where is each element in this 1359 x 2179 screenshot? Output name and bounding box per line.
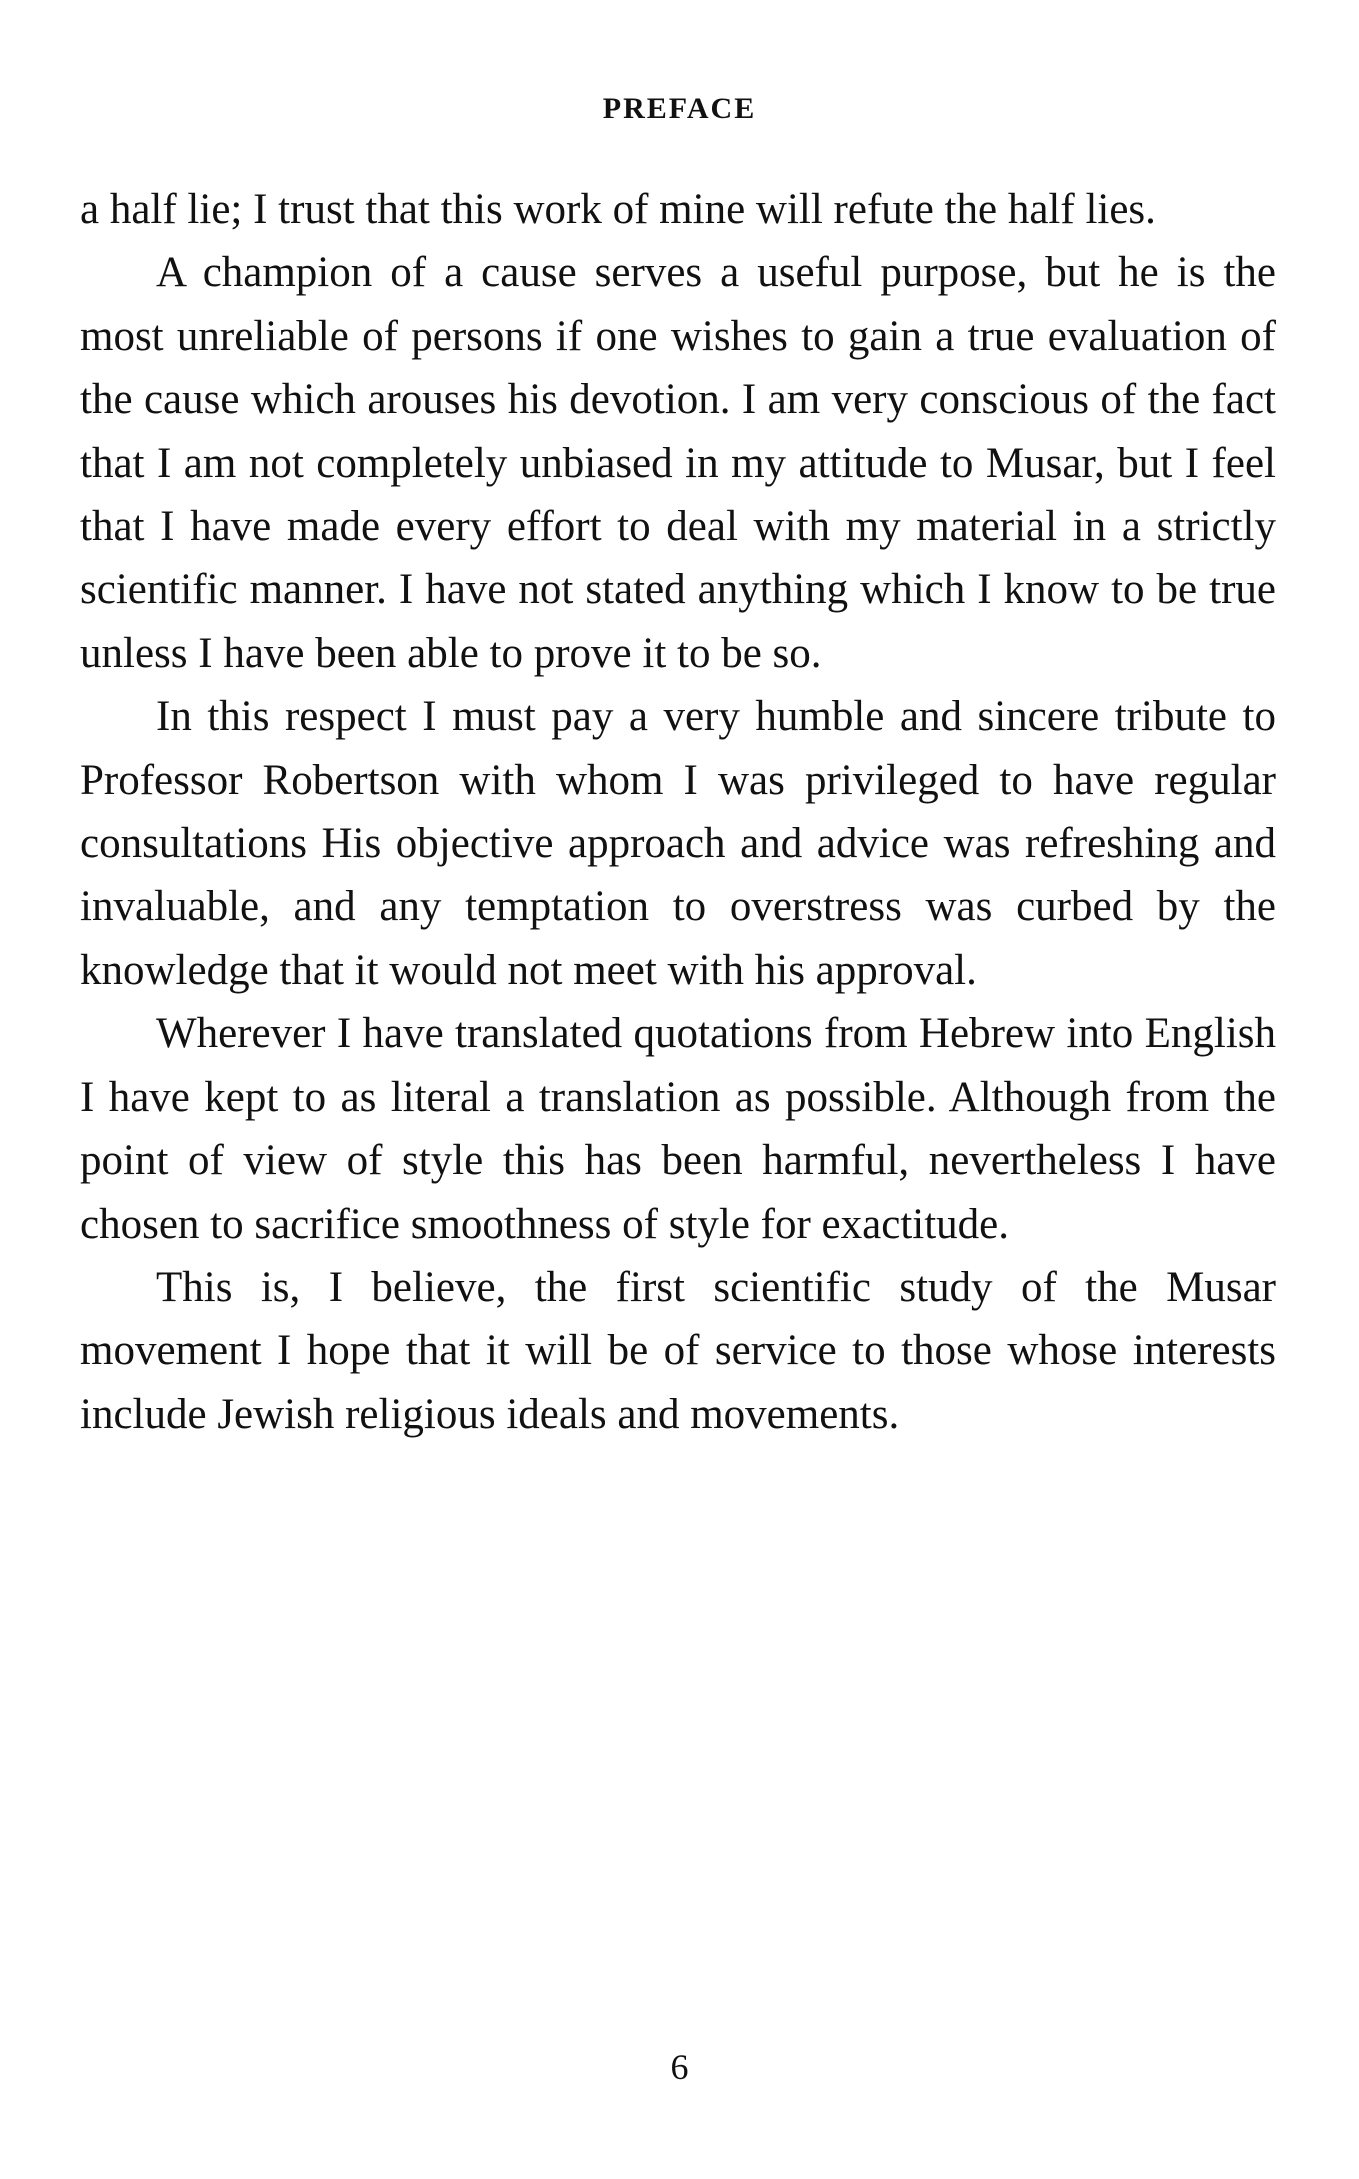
running-header: PREFACE	[602, 92, 757, 125]
paragraph-translation: Wherever I have translated quotations from Hebrew into English I have kept to as literal a translation as possible. Although from the point of view of style this has been harmful, nevertheless I have chosen to sacrifice smoothness of style for exactitude.	[80, 1010, 1276, 1248]
paragraph-conclusion: This is, I believe, the first scientific study of the Musar movement I hope that it will be of service to those whose interests include Jewish religious ideals and movements.	[80, 1263, 1276, 1438]
paragraph-tribute: In this respect I must pay a very humble and sincere tribute to Professor Robertson with whom I was privileged to have regular consultations His objective approach and advice was refreshing and invaluable, and any temptation to overstress was curbed by the knowledge that it would not meet with his approval.	[80, 693, 1276, 994]
paragraph-continuation: a half lie; I trust that this work of mine will refute the half lies.	[80, 186, 1156, 233]
preface-body	[80, 178, 1276, 1446]
paragraph-champion: A champion of a cause serves a useful purpose, but he is the most unreliable of persons if one wishes to gain a true evaluation of the cause which arouses his devotion. I am very conscious of the fact that I am not completely unbiased in my attitude to Musar, but I feel that I have made every effort to deal with my material in a strictly scientific manner. I have not stated anything which I know to be true unless I have been able to prove it to be so.	[80, 249, 1276, 677]
page-number: 6	[670, 2047, 689, 2087]
